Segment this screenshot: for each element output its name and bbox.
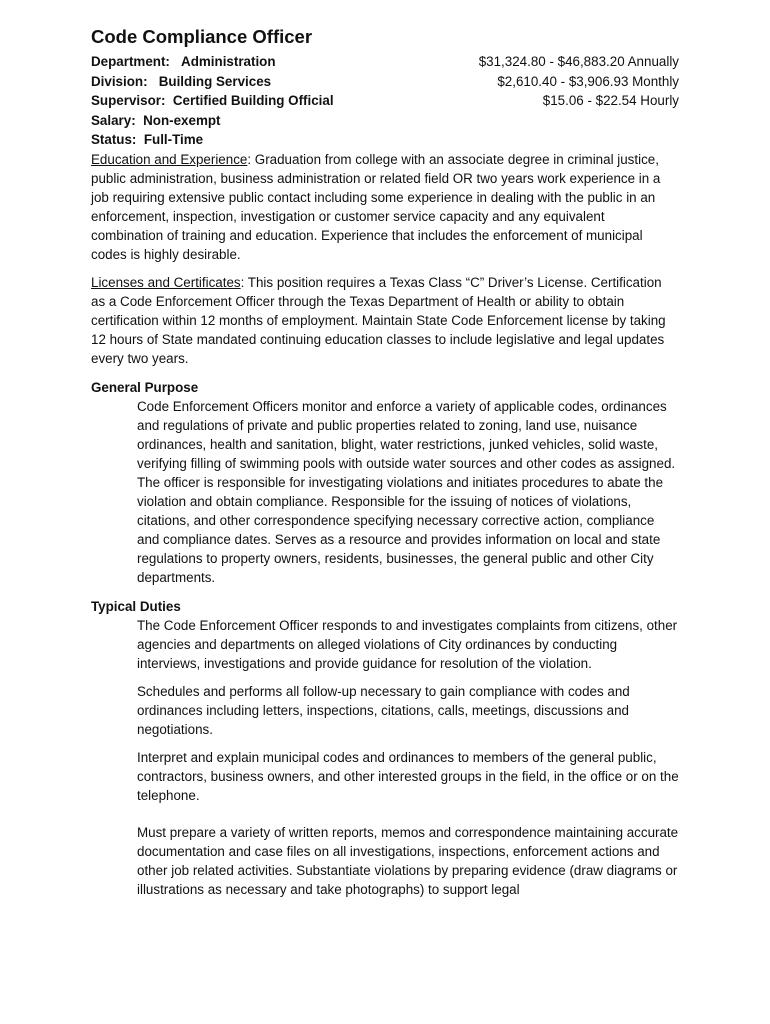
- licenses-heading: Licenses and Certificates: [91, 274, 241, 290]
- meta-label: Supervisor:: [91, 93, 166, 108]
- licenses-paragraph: [91, 273, 679, 368]
- meta-value: Certified Building Official: [172, 93, 334, 108]
- salary-hourly: $15.06 - $22.54 Hourly: [542, 93, 679, 108]
- general-purpose-heading: General Purpose: [91, 379, 199, 395]
- duty-paragraph: Schedules and performs all follow-up necessary to gain compliance with codes and ordinances including letters, inspections, citations, calls, meetings, discussions and negotiations.: [137, 683, 630, 737]
- typical-duties-body: [137, 616, 679, 899]
- meta-value: Full-Time: [143, 132, 204, 147]
- meta-label: Salary:: [91, 112, 136, 128]
- meta-row-status: [91, 130, 679, 150]
- education-paragraph: [91, 150, 679, 264]
- duty-paragraph: The Code Enforcement Officer responds to and investigates complaints from citizens, other agencies and departments on alleged violations of City ordinances by conducting interviews, investigations and provide guidance for resolution of the violation.: [137, 617, 678, 671]
- meta-row-supervisor: [91, 91, 679, 111]
- meta-value: Building Services: [158, 73, 272, 89]
- education-heading: Education and Experience: [91, 151, 248, 167]
- meta-label: Division:: [91, 73, 148, 89]
- document-page: [91, 26, 679, 899]
- meta-label: Status:: [91, 132, 137, 147]
- duty-paragraph: Must prepare a variety of written reports, memos and correspondence maintaining accurate documentation and case files on all investigations, inspections, enforcement actions and other job related activities. Substantiate violations by preparing evidence (draw diagrams or illustrations as necessary and take photographs) to support legal: [137, 824, 679, 897]
- meta-row-department: [91, 52, 679, 72]
- meta-row-division: [91, 72, 679, 92]
- meta-row-salary: [91, 111, 679, 131]
- general-purpose-body: [137, 397, 679, 587]
- typical-duties-heading: Typical Duties: [91, 598, 181, 614]
- meta-value: Administration: [181, 54, 276, 69]
- licenses-text: : This position requires a Texas Class “C” Driver’s License. Certification as a Code Enforcement Officer through the Texas Department of Health or ability to obtain certification within 12 months of employment. Maintain State Code Enforcement license by taking 12 hours of State mandated continuing education classes to include legislative and legal updates every two years.: [91, 274, 666, 366]
- meta-label: Department:: [91, 54, 170, 69]
- education-text: : Graduation from college with an associate degree in criminal justice, public administration, business administration or related field OR two years work experience in a job requiring extensive public contact including some experience in dealing with the public in an enforcement, inspection, investigation or customer service capacity and any equivalent combination of training and education. Experience that includes the enforcement of municipal codes is highly desirable.: [91, 151, 661, 262]
- meta-value: Non-exempt: [143, 112, 221, 128]
- duty-paragraph: Interpret and explain municipal codes and ordinances to members of the general public, contractors, business owners, and other interested groups in the field, in the office or on the telephone.: [137, 749, 679, 803]
- salary-monthly: $2,610.40 - $3,906.93 Monthly: [497, 73, 679, 89]
- document-title: Code Compliance Officer: [91, 26, 313, 47]
- general-purpose-text: Code Enforcement Officers monitor and enforce a variety of applicable codes, ordinances and regulations of private and public properties related to zoning, land use, nuisance ordinances, health and sanitation, blight, water restrictions, junked vehicles, solid waste, verifying filling of swimming pools with outside water sources and other codes as assigned. The officer is responsible for investigating violations and initiates procedures to abate the violation and obtain compliance. Responsible for the issuing of notices of violations, citations, and other correspondence specifying necessary corrective action, compliance and compliance dates. Serves as a resource and provides information on local and state regulations to property owners, residents, businesses, the general public and other City departments.: [137, 398, 676, 585]
- salary-annual: $31,324.80 - $46,883.20 Annually: [478, 54, 679, 69]
